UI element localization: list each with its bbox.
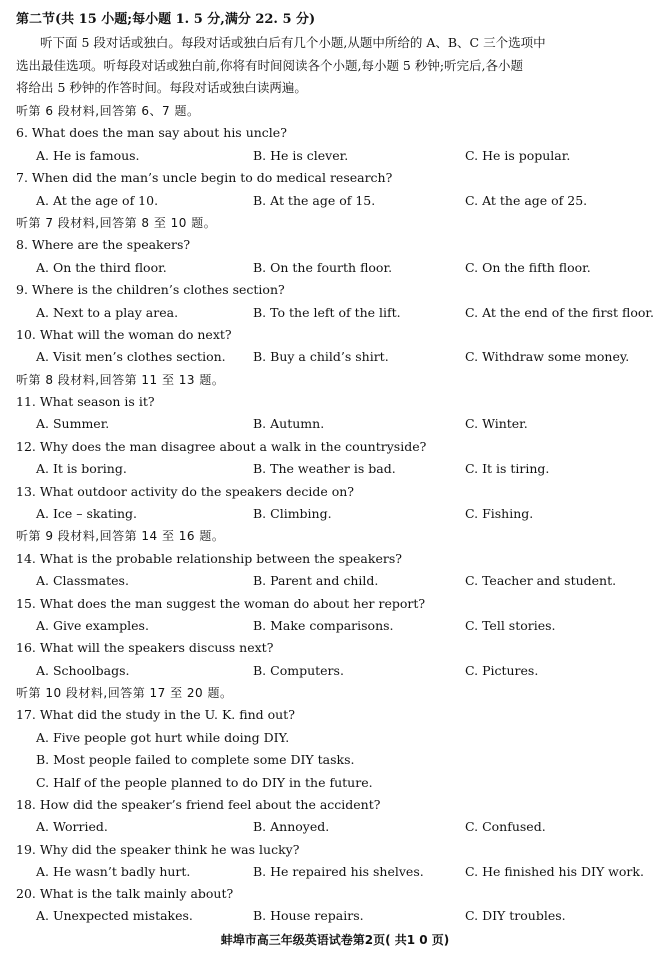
question-15-option-c: C. Tell stories.: [465, 618, 556, 633]
material-7-heading: 听第 7 段材料,回答第 8 至 10 题。: [16, 216, 217, 230]
question-6-option-a: A. He is famous.: [36, 148, 140, 163]
question-8-option-a: A. On the third floor.: [36, 260, 167, 275]
page-footer: 蚌埠市高三年级英语试卷第2页( 共1 0 页): [220, 933, 450, 947]
question-20-option-a: A. Unexpected mistakes.: [36, 908, 193, 923]
question-12-option-a: A. It is boring.: [36, 461, 127, 476]
question-11-option-a: A. Summer.: [36, 416, 110, 431]
question-16-stem: 16. What will the speakers discuss next?: [16, 640, 274, 655]
question-16-option-c: C. Pictures.: [465, 663, 539, 678]
question-18-option-b: B. Annoyed.: [253, 819, 330, 834]
question-19-option-c: C. He finished his DIY work.: [465, 864, 644, 879]
question-12-option-b: B. The weather is bad.: [253, 461, 396, 476]
question-8-stem: 8. Where are the speakers?: [16, 237, 191, 252]
question-7-stem: 7. When did the man’s uncle begin to do medical research?: [16, 170, 393, 185]
question-15-option-b: B. Make comparisons.: [253, 618, 394, 633]
question-10-stem: 10. What will the woman do next?: [16, 327, 232, 342]
question-15-option-a: A. Give examples.: [36, 618, 149, 633]
material-10-heading: 听第 10 段材料,回答第 17 至 20 题。: [16, 686, 233, 700]
question-20-option-b: B. House repairs.: [253, 908, 364, 923]
material-6-heading: 听第 6 段材料,回答第 6、7 题。: [16, 104, 200, 118]
question-6-option-b: B. He is clever.: [253, 148, 349, 163]
question-11-stem: 11. What season is it?: [16, 394, 155, 409]
question-13-option-a: A. Ice – skating.: [36, 506, 137, 521]
question-12-option-c: C. It is tiring.: [465, 461, 550, 476]
material-8-heading: 听第 8 段材料,回答第 11 至 13 题。: [16, 373, 225, 387]
question-20-stem: 20. What is the talk mainly about?: [16, 886, 234, 901]
question-20-option-c: C. DIY troubles.: [465, 908, 566, 923]
question-17-stem: 17. What did the study in the U. K. find out?: [16, 707, 295, 722]
question-18-stem: 18. How did the speaker’s friend feel about the accident?: [16, 797, 381, 812]
question-6-stem: 6. What does the man say about his uncle?: [16, 125, 287, 140]
question-12-stem: 12. Why does the man disagree about a walk in the countryside?: [16, 439, 427, 454]
question-9-stem: 9. Where is the children’s clothes section?: [16, 282, 285, 297]
question-8-option-c: C. On the fifth floor.: [465, 260, 591, 275]
question-16-option-b: B. Computers.: [253, 663, 344, 678]
question-7-option-a: A. At the age of 10.: [36, 193, 159, 208]
question-19-stem: 19. Why did the speaker think he was lucky?: [16, 842, 300, 857]
question-13-stem: 13. What outdoor activity do the speakers decide on?: [16, 484, 354, 499]
question-19-option-b: B. He repaired his shelves.: [253, 864, 424, 879]
question-8-option-b: B. On the fourth floor.: [253, 260, 393, 275]
question-14-option-a: A. Classmates.: [36, 573, 129, 588]
question-13-option-b: B. Climbing.: [253, 506, 332, 521]
question-9-option-b: B. To the left of the lift.: [253, 305, 401, 320]
instruction-line-1: 听下面 5 段对话或独白。每段对话或独白后有几个小题,从题中所给的 A、B、C 三个选项中: [40, 35, 546, 50]
question-11-option-b: B. Autumn.: [253, 416, 325, 431]
question-10-option-c: C. Withdraw some money.: [465, 349, 630, 364]
question-9-option-c: C. At the end of the first floor.: [465, 305, 654, 320]
section-heading: 第二节(共 15 小题;每小题 1. 5 分,满分 22. 5 分): [16, 12, 316, 27]
question-7-option-c: C. At the age of 25.: [465, 193, 588, 208]
question-10-option-a: A. Visit men’s clothes section.: [36, 349, 226, 364]
question-18-option-c: C. Confused.: [465, 819, 546, 834]
question-7-option-b: B. At the age of 15.: [253, 193, 376, 208]
question-18-option-a: A. Worried.: [36, 819, 108, 834]
question-11-option-c: C. Winter.: [465, 416, 528, 431]
question-9-option-a: A. Next to a play area.: [36, 305, 179, 320]
instruction-line-2: 选出最佳选项。听每段对话或独白前,你将有时间阅读各个小题,每小题 5 秒钟;听完后,各小题: [16, 58, 524, 73]
question-17-option-c: C. Half of the people planned to do DIY in the future.: [36, 775, 373, 790]
question-10-option-b: B. Buy a child’s shirt.: [253, 349, 389, 364]
question-17-option-a: A. Five people got hurt while doing DIY.: [36, 730, 290, 745]
question-14-stem: 14. What is the probable relationship between the speakers?: [16, 551, 402, 566]
material-9-heading: 听第 9 段材料,回答第 14 至 16 题。: [16, 529, 225, 543]
question-6-option-c: C. He is popular.: [465, 148, 571, 163]
question-15-stem: 15. What does the man suggest the woman do about her report?: [16, 596, 426, 611]
instruction-line-3: 将给出 5 秒钟的作答时间。每段对话或独白读两遍。: [16, 80, 307, 95]
question-19-option-a: A. He wasn’t badly hurt.: [36, 864, 191, 879]
question-14-option-c: C. Teacher and student.: [465, 573, 617, 588]
question-13-option-c: C. Fishing.: [465, 506, 534, 521]
question-16-option-a: A. Schoolbags.: [36, 663, 130, 678]
question-14-option-b: B. Parent and child.: [253, 573, 379, 588]
question-17-option-b: B. Most people failed to complete some DIY tasks.: [36, 752, 355, 767]
